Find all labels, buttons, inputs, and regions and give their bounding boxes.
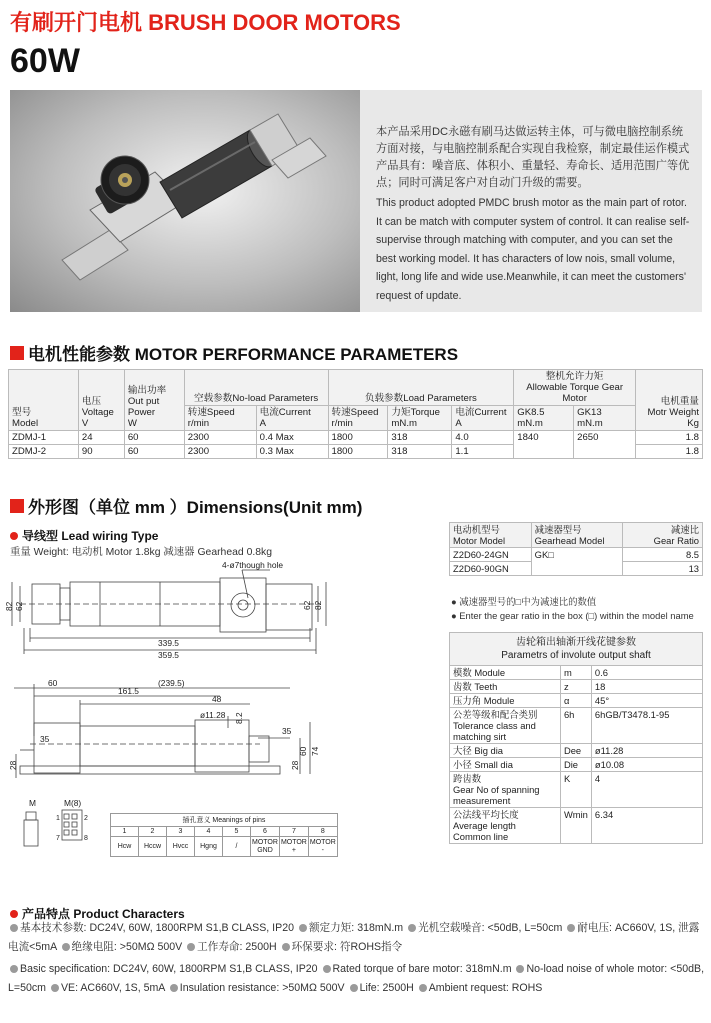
dim-28a: 28 — [8, 760, 18, 770]
group-noload: 空载参数No-load Parameters — [184, 370, 328, 406]
pin-name: MOTOR GND — [251, 837, 280, 857]
shaft-cell-val: ø10.08 — [591, 758, 702, 772]
table-row — [450, 666, 703, 680]
bullet-icon — [170, 984, 178, 992]
cell-gk85: 1840 — [514, 431, 574, 459]
cell-l-current: 1.1 — [452, 445, 514, 459]
dim-35b: 35 — [282, 726, 292, 736]
table-row — [450, 680, 703, 694]
bullet-icon — [10, 924, 18, 932]
shaft-cell-sym: α — [560, 694, 591, 708]
pin-number: 2 — [139, 827, 167, 837]
shaft-cell-val: 18 — [591, 680, 702, 694]
shaft-cell-val: 0.6 — [591, 666, 702, 680]
bullet-icon — [408, 924, 416, 932]
pin-name: Hgng — [195, 837, 223, 857]
bullet-icon — [419, 984, 427, 992]
bullet-icon — [282, 943, 290, 951]
cell-weight: 1.8 — [636, 445, 703, 459]
dim-1615: 161.5 — [118, 686, 139, 696]
dim-35a: 35 — [40, 734, 50, 744]
cell-nl-current: 0.4 Max — [256, 431, 328, 445]
cell-voltage: 24 — [78, 431, 124, 445]
pins-table — [110, 813, 338, 857]
cell-l-torque: 318 — [388, 431, 452, 445]
conn-2: 2 — [84, 815, 88, 822]
bullet-icon — [62, 943, 70, 951]
pin-number: 3 — [167, 827, 195, 837]
gearhead-table — [449, 522, 703, 576]
bullet-icon — [10, 965, 18, 973]
col-voltage: 电压 Voltage V — [78, 370, 124, 431]
red-dot-icon — [10, 532, 18, 540]
sub-nl-current: 电流Current A — [256, 406, 328, 431]
shaft-cell-name: 齿数 Teeth — [450, 680, 561, 694]
pin-number: 4 — [195, 827, 223, 837]
pin-name: / — [223, 837, 251, 857]
characteristic-item: 基本技术参数: DC24V, 60W, 1800RPM S1,B CLASS, IP20 — [20, 922, 294, 934]
h-motor-model: 电动机型号 Motor Model — [450, 523, 532, 548]
pin-number: 6 — [251, 827, 280, 837]
shaft-cell-sym: Dee — [560, 744, 591, 758]
cell-nl-current: 0.3 Max — [256, 445, 328, 459]
characters-cn — [8, 919, 706, 957]
bullet-icon — [350, 984, 358, 992]
cell-l-torque: 318 — [388, 445, 452, 459]
bullet-icon — [516, 965, 524, 973]
cell-weight: 1.8 — [636, 431, 703, 445]
shaft-cell-sym: K — [560, 772, 591, 808]
motor-photo — [10, 90, 360, 312]
sub-gk85: GK8.5 mN.m — [514, 406, 574, 431]
shaft-cell-sym: 6h — [560, 708, 591, 744]
dim-62b: 62 — [302, 600, 312, 610]
pin-name: Hvcc — [167, 837, 195, 857]
group-torque: 整机允许力矩 Allowable Torque Gear Motor — [514, 370, 636, 406]
cell-voltage: 90 — [78, 445, 124, 459]
cell-model: ZDMJ-2 — [9, 445, 79, 459]
characteristic-item: 工作寿命: 2500H — [197, 941, 277, 953]
red-dot-icon — [10, 910, 18, 918]
characteristic-item: 环保要求: 符ROHS指令 — [291, 941, 403, 953]
pin-name: MOTOR - — [308, 837, 337, 857]
shaft-cell-val: 45° — [591, 694, 702, 708]
shaft-cell-val: 6hGB/T3478.1-95 — [591, 708, 702, 744]
h-gear-model: 减速器型号 Gearhead Model — [531, 523, 623, 548]
shaft-cell-sym: m — [560, 666, 591, 680]
red-square-icon — [10, 499, 24, 513]
cell-gk13: 2650 — [574, 431, 636, 459]
characteristic-item: 光机空载噪音: <50dB, L=50cm — [418, 922, 563, 934]
dim-hole: 4-ø7though hole — [222, 560, 283, 570]
dim-62a: 62 — [14, 601, 24, 611]
characteristic-item: Insulation resistance: >50MΩ 500V — [179, 982, 345, 994]
cell-power: 60 — [124, 431, 184, 445]
dim-48: 48 — [212, 694, 222, 704]
characteristic-item: 额定力矩: 318mN.m — [308, 922, 404, 934]
characteristic-item: Basic specification: DC24V, 60W, 1800RPM S1,B CLASS, IP20 — [20, 963, 318, 975]
cell-ratio: 8.5 — [623, 548, 703, 562]
type-label: 导线型 Lead wiring Type — [10, 527, 158, 544]
cell-motor: Z2D60-24GN — [450, 548, 532, 562]
characteristic-item: No-load noise of whole motor: <50dB, L=50cm — [8, 963, 705, 994]
shaft-cell-sym: Die — [560, 758, 591, 772]
shaft-cell-sym: Wmin — [560, 808, 591, 844]
bullet-icon — [323, 965, 331, 973]
shaft-cell-name: 大径 Big dia — [450, 744, 561, 758]
h-gear-ratio: 减速比 Gear Ratio — [623, 523, 703, 548]
power-rating: 60W — [10, 42, 80, 80]
table-row — [450, 758, 703, 772]
characteristic-item: 绝缘电阻: >50MΩ 500V — [71, 941, 183, 953]
sub-l-current: 电流Current A — [452, 406, 514, 431]
dim-2395: (239.5) — [158, 678, 185, 688]
table-row — [9, 431, 703, 445]
dim-28b: 28 — [290, 760, 300, 770]
cell-gear: GK□ — [531, 548, 623, 576]
performance-heading: 电机性能参数 MOTOR PERFORMANCE PARAMETERS — [10, 340, 458, 365]
dim-60b: 60 — [298, 746, 308, 756]
dim-82: 8.2 — [234, 712, 244, 724]
table-row — [450, 708, 703, 744]
characters-heading: 产品特点 Product Characters — [10, 905, 185, 922]
dim-1128: ø11.28 — [200, 710, 226, 720]
pin-name: Hcw — [111, 837, 139, 857]
cell-nl-speed: 2300 — [184, 445, 256, 459]
motor-illustration — [10, 90, 360, 312]
shaft-cell-sym: z — [560, 680, 591, 694]
characteristic-item: Rated torque of bare motor: 318mN.m — [332, 963, 512, 975]
pin-number: 8 — [308, 827, 337, 837]
bullet-icon — [187, 943, 195, 951]
pin-name: Hccw — [139, 837, 167, 857]
sub-gk13: GK13 mN.m — [574, 406, 636, 431]
sub-nl-speed: 转速Speed r/min — [184, 406, 256, 431]
conn-m8: M(8) — [64, 798, 82, 808]
cell-ratio: 13 — [623, 562, 703, 576]
conn-m: M — [29, 798, 36, 808]
page-title: 有刷开门电机 BRUSH DOOR MOTORS — [10, 10, 401, 35]
conn-8: 8 — [84, 835, 88, 842]
dim-60a: 60 — [48, 678, 58, 688]
gear-note-en: ● Enter the gear ratio in the box (□) within the model name — [451, 610, 694, 621]
bullet-icon — [299, 924, 307, 932]
sub-l-torque: 力矩Torque mN.m — [388, 406, 452, 431]
cell-l-speed: 1800 — [328, 445, 388, 459]
shaft-cell-name: 模数 Module — [450, 666, 561, 680]
characteristic-item: VE: AC660V, 1S, 5mA — [60, 982, 165, 994]
dim-3595: 359.5 — [158, 650, 179, 660]
pin-number: 1 — [111, 827, 139, 837]
pin-name: MOTOR + — [279, 837, 308, 857]
group-load: 负载参数Load Parameters — [328, 370, 514, 406]
weight-line: 重量 Weight: 电动机 Motor 1.8kg 减速器 Gearhead 0.8kg — [10, 547, 272, 558]
characteristic-item: Life: 2500H — [359, 982, 414, 994]
gear-note-cn: ● 减速器型号的□中为减速比的数值 — [451, 596, 597, 607]
shaft-title: 齿轮箱出轴渐开线花键参数 Parametrs of involute output shaft — [450, 633, 703, 666]
performance-table — [8, 369, 703, 459]
conn-1: 1 — [56, 815, 60, 822]
cell-motor: Z2D60-90GN — [450, 562, 532, 576]
table-row — [450, 694, 703, 708]
bullet-icon — [51, 984, 59, 992]
dimensions-heading: 外形图（单位 mm ）Dimensions(Unit mm) — [10, 493, 362, 518]
cell-nl-speed: 2300 — [184, 431, 256, 445]
characteristic-item: 耐电压: AC660V, 1S, 泄露电流<5mA — [8, 922, 700, 953]
dim-3395: 339.5 — [158, 638, 179, 648]
shaft-cell-val: 4 — [591, 772, 702, 808]
conn-7: 7 — [56, 835, 60, 842]
dim-74: 74 — [310, 746, 320, 756]
shaft-cell-name: 压力角 Module — [450, 694, 561, 708]
table-row — [450, 772, 703, 808]
pin-number: 5 — [223, 827, 251, 837]
cell-l-current: 4.0 — [452, 431, 514, 445]
col-model: 型号 Model — [9, 370, 79, 431]
intro-cn: 本产品采用DC永磁有刷马达做运转主体，可与微电脑控制系统方面对接，与电脑控制系配合实现自我检察，制定最佳运作模式产品具有：噪音底、体积小、重量轻、寿命长、适用范围广等优点；同时可满足客户对自动门升级的需要。 — [376, 126, 690, 189]
shaft-cell-name: 小径 Small dia — [450, 758, 561, 772]
characteristic-item: Ambient request: ROHS — [428, 982, 543, 994]
shaft-cell-val: 6.34 — [591, 808, 702, 844]
col-power: 输出功率 Out put Power W — [124, 370, 184, 431]
characters-en — [8, 960, 706, 998]
shaft-cell-val: ø11.28 — [591, 744, 702, 758]
cell-model: ZDMJ-1 — [9, 431, 79, 445]
hero-panel — [10, 90, 702, 312]
intro-text — [360, 90, 702, 312]
sub-l-speed: 转速Speed r/min — [328, 406, 388, 431]
red-square-icon — [10, 346, 24, 360]
dim-82a: 82 — [4, 601, 14, 611]
shaft-table — [449, 632, 703, 844]
dim-82b: 82 — [313, 600, 323, 610]
intro-en: This product adopted PMDC brush motor as the main part of rotor. It can be match with computer system of control. It can realise self-supervise through matching with computer, and you can set the best working model. It has characters of low nois, small volume, light, long life and wide use.Meanwhile, it can meet the customers' request of update. — [376, 197, 690, 302]
cell-power: 60 — [124, 445, 184, 459]
table-row — [450, 744, 703, 758]
col-weight: 电机重量 Motr Weight Kg — [636, 370, 703, 431]
bullet-icon — [567, 924, 575, 932]
shaft-cell-name: 跨齿数 Gear No of spanning measurement — [450, 772, 561, 808]
cell-l-speed: 1800 — [328, 431, 388, 445]
table-row — [450, 808, 703, 844]
pin-number: 7 — [279, 827, 308, 837]
shaft-cell-name: 公差等级和配合类别 Tolerance class and matching sirt — [450, 708, 561, 744]
pins-title: 插孔意义 Meanings of pins — [111, 814, 338, 827]
shaft-cell-name: 公法线平均长度 Average length Common line — [450, 808, 561, 844]
table-row — [450, 548, 703, 562]
